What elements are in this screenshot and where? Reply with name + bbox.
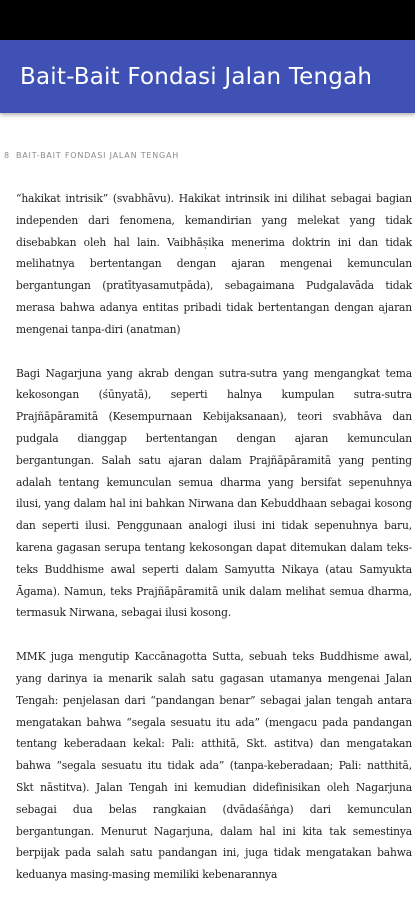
app-bar: [0, 40, 415, 113]
paragraph: MMK juga mengutip Kaccānagotta Sutta, sebuah teks Buddhisme awal, yang darinya ia menarik salah satu gagasan utamanya mengenai Jalan Tengah: penjelasan dari “pandangan benar” sebagai jalan tengah antara mengatakan bahwa “segala sesuatu itu ada” (mengacu pada pandangan tentang keberadaan kekal: Pali: atthitā, Skt. astitva) dan mengatakan bahwa “segala sesuatu itu tidak ada” (tanpa-keberadaan; Pali: natthitā, Skt nāstitva). Jalan Tengah ini kemudian didefinisikan oleh Nagarjuna sebagai dua belas rangkaian (dvādaśāṅga) dari kemunculan bergantungan. Menurut Nagarjuna, dalam hal ini kita tak semestinya berpijak pada salah satu pandangan ini, juga tidak mengatakan bahwa keduanya masing-masing memiliki kebenarannya: [16, 650, 412, 882]
page-number: 8: [4, 151, 10, 160]
paragraph: Bagi Nagarjuna yang akrab dengan sutra-sutra yang mengangkat tema kekosongan (śūnyatā), seperti halnya kumpulan sutra-sutra Prajñāpāramitā (Kesempurnaan Kebijaksanaan), teori svabhāva dan pudgala dianggap bertentangan dengan ajaran kemunculan bergantungan. Salah satu ajaran dalam Prajñāpāramitā yang penting adalah tentang kemunculan semua dharma yang bersifat sepenuhnya ilusi, yang dalam hal ini bahkan Nirwana dan Kebuddhaan sebagai kosong dan seperti ilusi. Penggunaan analogi ilusi ini tidak sepenuhnya baru, karena gagasan serupa tentang kekosongan dapat ditemukan dalam teks-teks Buddhisme awal seperti dalam Samyutta Nikaya (atau Samyukta Āgama). Namun, teks Prajñāpāramitā unik dalam melihat semua dharma, termasuk Nirwana, sebagai ilusi kosong.: [16, 366, 412, 620]
app-title: Bait-Bait Fondasi Jalan Tengah: [20, 63, 373, 90]
running-header-title: BAIT-BAIT FONDASI JALAN TENGAH: [16, 151, 180, 160]
paragraph: “hakikat intrisik” (svabhāvu). Hakikat intrinsik ini dilihat sebagai bagian independen dari fenomena, kemandirian yang melekat yang tidak disebabkan oleh hal lain. Vaibhāṣika menerima doktrin ini dan tidak melihatnya bertentangan dengan ajaran mengenai kemunculan bergantungan (pratītyasamutpāda), sebagaimana Pudgalavāda tidak merasa bahwa adanya entitas pribadi tidak bertentangan dengan ajaran mengenai tanpa-diri (anatman): [16, 192, 412, 336]
status-bar: [0, 0, 415, 40]
book-content: [16, 188, 412, 908]
